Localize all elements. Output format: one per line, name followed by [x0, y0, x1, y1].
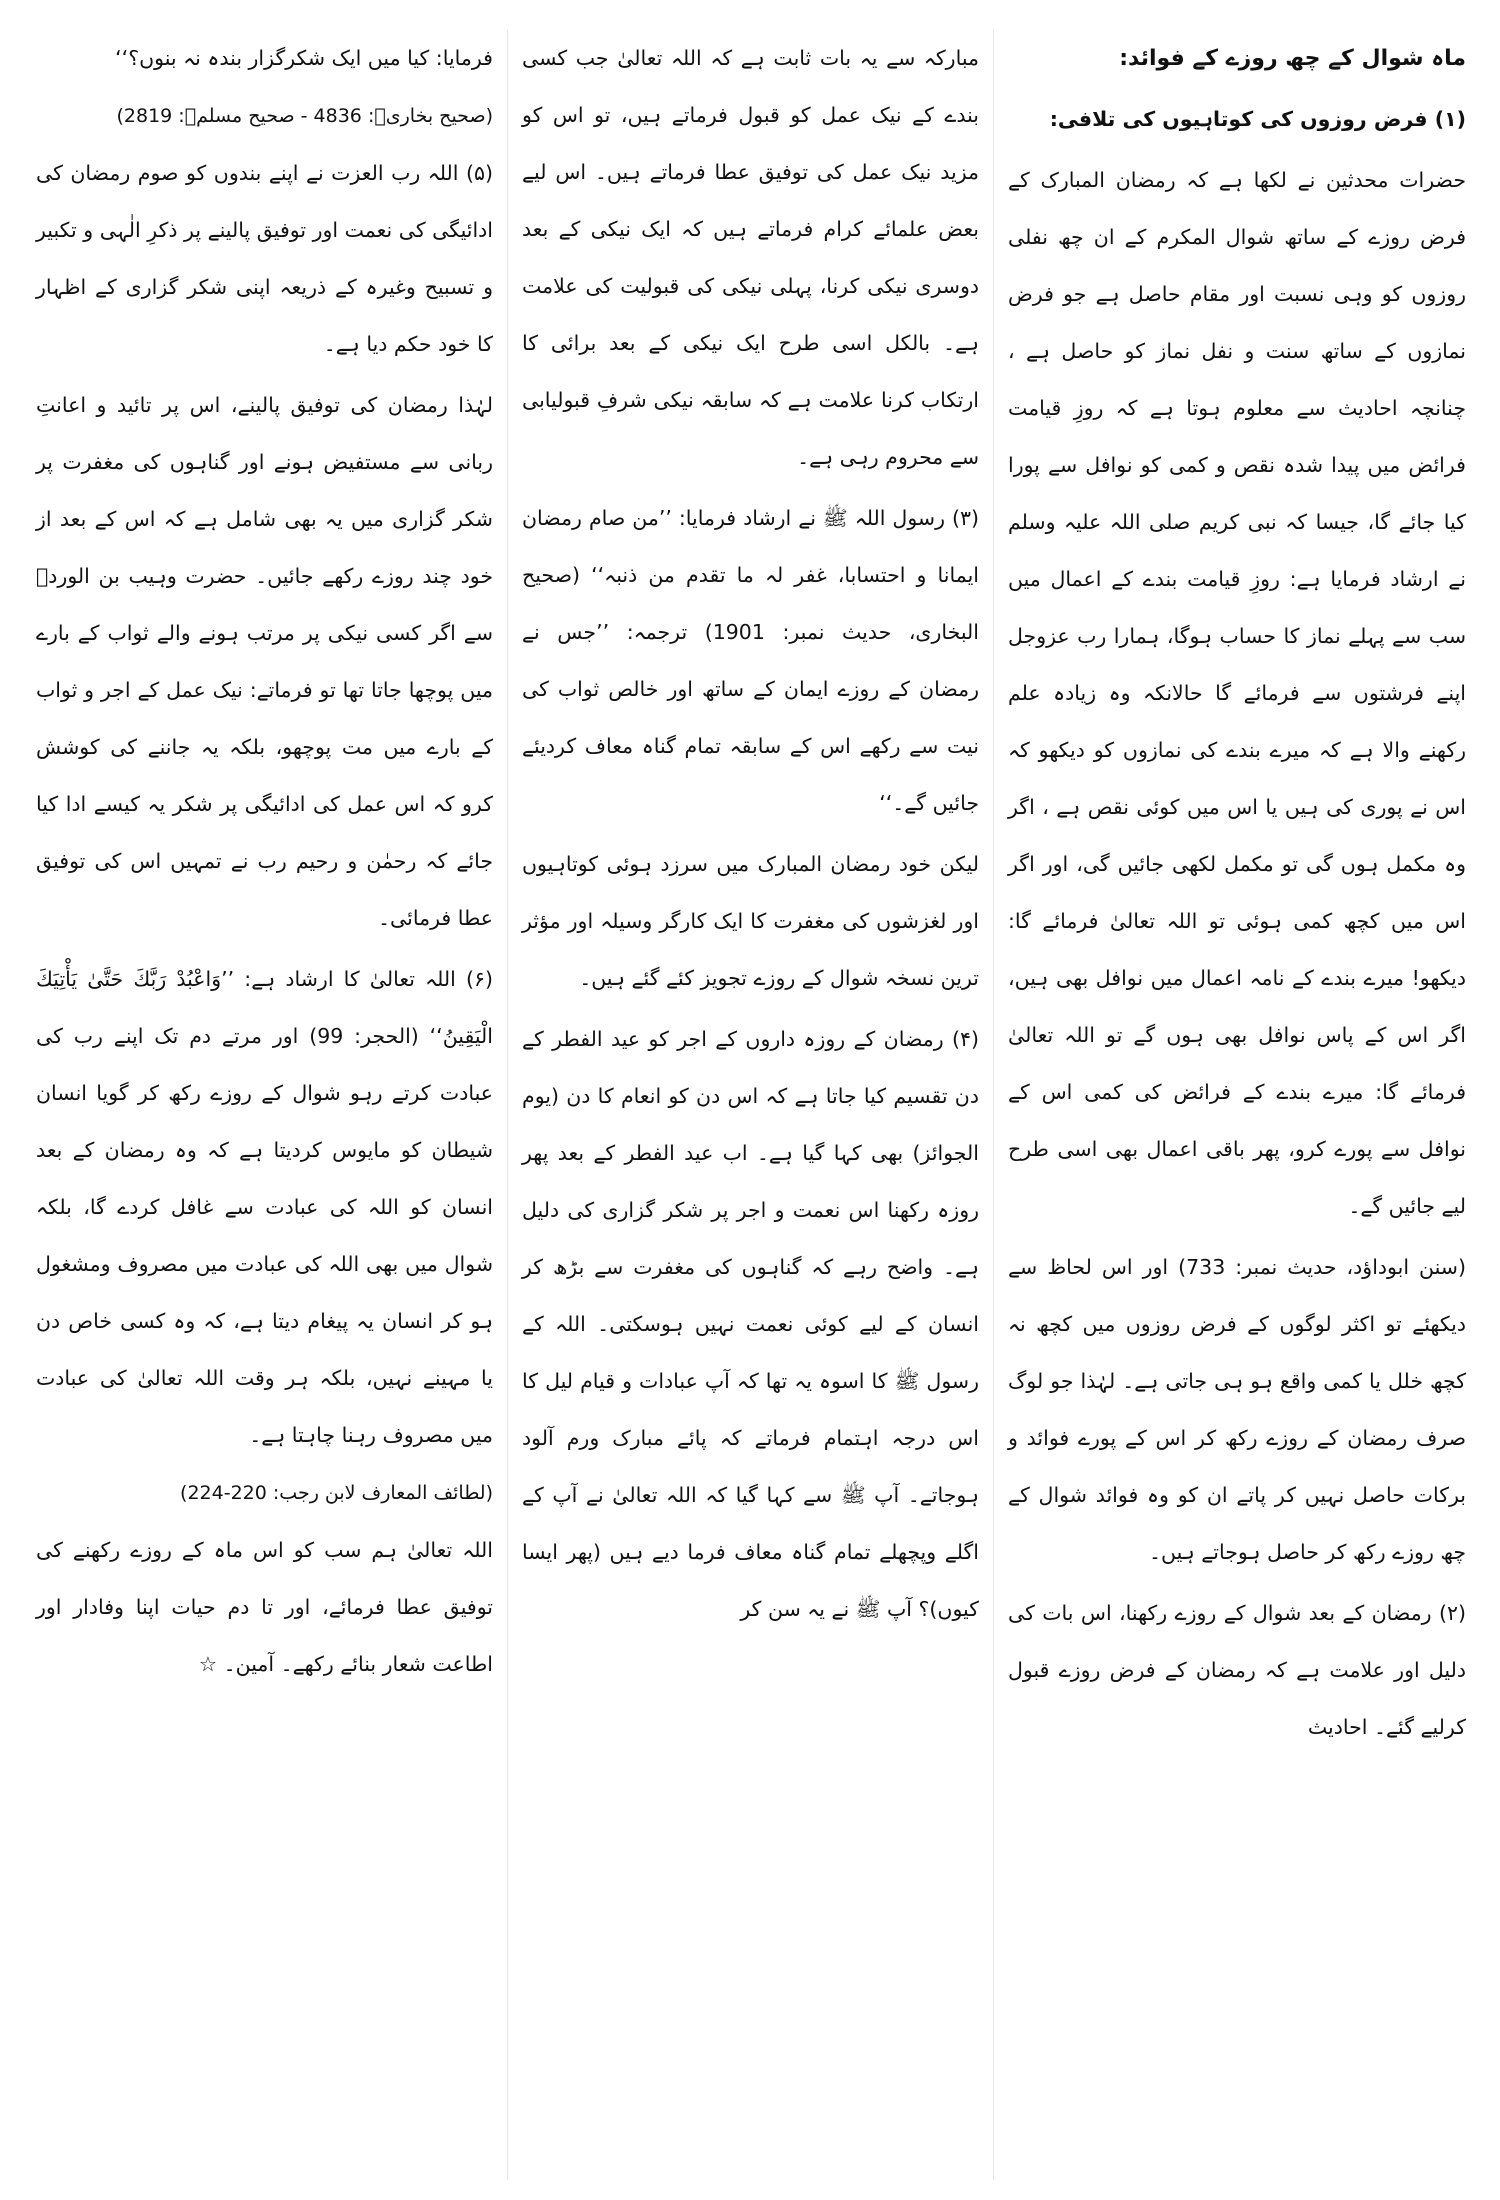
column-left: [22, 30, 508, 2180]
paragraph: (۳) رسول اللہ ﷺ نے ارشاد فرمایا: ’’من صام رمضان ایمانا و احتسابا، غفر لہ ما تقدم من ذنبہ‘‘ (صحیح البخاری، حدیث نمبر: 1901) ترجمہ: ’’جس نے رمضان کے روزے ایمان کے ساتھ اور خالص ثواب کی نیت سے رکھے اس کے سابقہ تمام گناہ معاف کردیئے جائیں گے۔‘‘: [522, 506, 979, 815]
paragraph: لہٰذا رمضان کی توفیق پالینے، اس پر تائید و اعانتِ ربانی سے مستفیض ہونے اور گناہوں کی مغفرت پر شکر گزاری میں یہ بھی شامل ہے کہ اس کے بعد از خود چند روزے رکھے جائیں۔ حضرت وہیب بن الوردؒ سے اگر کسی نیکی پر مرتب ہونے والے ثواب کے بارے میں پوچھا جاتا تھا تو فرماتے: نیک عمل کے اجر و ثواب کے بارے میں مت پوچھو، بلکہ یہ جاننے کی کوشش کرو کہ اس عمل کی ادائیگی پر شکر یہ کیسے ادا کیا جائے کہ رحمٰن و رحیم رب نے تمہیں اس کی توفیق عطا فرمائی۔: [36, 393, 493, 930]
paragraph: مبارکہ سے یہ بات ثابت ہے کہ اللہ تعالیٰ جب کسی بندے کے نیک عمل کو قبول فرماتے ہیں، تو اس کو مزید نیک عمل کی توفیق عطا فرماتے ہیں۔ اس لیے بعض علمائے کرام فرماتے ہیں کہ ایک نیکی کے بعد دوسری نیکی کرنا، پہلی نیکی کی قبولیت کی علامت ہے۔ بالکل اسی طرح ایک نیکی کے بعد برائی کا ارتکاب کرنا علامت ہے کہ سابقہ نیکی شرفِ قبولیابی سے محروم رہی ہے۔: [522, 46, 979, 469]
column-right: [994, 30, 1480, 2180]
article-heading: ماہ شوال کے چھ روزے کے فوائد:: [1119, 46, 1466, 71]
paragraph: (سنن ابوداؤد، حدیث نمبر: 733) اور اس لحاظ سے دیکھئے تو اکثر لوگوں کے فرض روزوں میں کچھ نہ کچھ خلل یا کمی واقع ہو ہی جاتی ہے۔ لہٰذا جو لوگ صرف رمضان کے روزے رکھ کر اس کے پورے فوائد و برکات حاصل نہیں کر پاتے ان کو وہ فوائد شوال کے چھ روزے رکھ کر حاصل ہوجاتے ہیں۔: [1008, 1255, 1466, 1564]
paragraph: لیکن خود رمضان المبارک میں سرزد ہوئی کوتاہیوں اور لغزشوں کی مغفرت کا ایک کارگر وسیلہ اور مؤثر ترین نسخہ شوال کے روزے تجویز کئے گئے ہیں۔: [522, 852, 979, 990]
closing-prayer: اللہ تعالیٰ ہم سب کو اس ماہ کے روزے رکھنے کی توفیق عطا فرمائے، اور تا دم حیات اپنا وفادار اور اطاعت شعار بنائے رکھے۔ آمین۔ ☆: [36, 1538, 493, 1676]
paragraph: فرمایا: کیا میں ایک شکرگزار بندہ نہ بنوں؟‘‘: [115, 46, 493, 70]
paragraph: (۶) اللہ تعالیٰ کا ارشاد ہے: ’’وَاعْبُدْ رَبَّكَ حَتَّىٰ يَأْتِيَكَ الْيَقِينُ‘‘ (الحجر: 99) اور مرتے دم تک اپنے رب کی عبادت کرتے رہو شوال کے روزے رکھ کر گویا انسان شیطان کو مایوس کردیتا ہے کہ وہ رمضان کے بعد انسان کو اللہ کی عبادت سے غافل کردے گا، بلکہ شوال میں بھی اللہ کی عبادت میں مصروف ومشغول ہو کر انسان یہ پیغام دیتا ہے، کہ وہ کسی خاص دن یا مہینے نہیں، بلکہ ہر وقت اللہ تعالیٰ کی عبادت میں مصروف رہنا چاہتا ہے۔: [36, 967, 493, 1447]
paragraph: حضرات محدثین نے لکھا ہے کہ رمضان المبارک کے فرض روزے کے ساتھ شوال المکرم کے ان چھ نفلی روزوں کو وہی نسبت اور مقام حاصل ہے جو فرض نمازوں کے ساتھ سنت و نفل نماز کو حاصل ہے ، چنانچہ احادیث سے معلوم ہوتا ہے کہ روزِ قیامت فرائض میں پیدا شدہ نقص و کمی کو نوافل سے پورا کیا جائے گا، جیسا کہ نبی کریم صلی اللہ علیہ وسلم نے ارشاد فرمایا ہے: روزِ قیامت بندے کے اعمال میں سب سے پہلے نماز کا حساب ہوگا، ہمارا رب عزوجل اپنے فرشتوں سے فرمائے گا حالانکہ وہ زیادہ علم رکھنے والا ہے کہ میرے بندے کی نمازوں کو دیکھو کہ اس نے پوری کی ہیں یا اس میں کوئی نقص ہے ، اگر وہ مکمل ہوں گی تو مکمل لکھی جائیں گی، اور اگر اس میں کچھ کمی ہوئی تو اللہ تعالیٰ فرمائے گا: دیکھو! میرے بندے کے نامہ اعمال میں نوافل بھی ہیں، اگر اس کے پاس نوافل بھی ہوں گے تو اللہ تعالیٰ فرمائے گا: میرے بندے کے فرائض کی کمی اس کے نوافل سے پورے کرو، پھر باقی اعمال بھی اسی طرح لیے جائیں گے۔: [1008, 168, 1466, 1218]
section-heading: (۱) فرض روزوں کی کوتاہیوں کی تلافی:: [1049, 107, 1466, 131]
reference-citation: (لطائف المعارف لابن رجب: 220-224): [180, 1482, 493, 1504]
column-middle: [508, 30, 994, 2180]
paragraph: (۵) اللہ رب العزت نے اپنے بندوں کو صوم رمضان کی ادائیگی کی نعمت اور توفیق پالینے پر ذکرِ الٰہی و تکبیر و تسبیح وغیرہ کے ذریعہ اپنی شکر گزاری کے اظہار کا خود حکم دیا ہے۔: [36, 161, 493, 356]
paragraph: (۴) رمضان کے روزہ داروں کے اجر کو عید الفطر کے دن تقسیم کیا جاتا ہے کہ اس دن کو انعام کا دن (یوم الجوائز) بھی کہا گیا ہے۔ اب عید الفطر کے بعد پھر روزہ رکھنا اس نعمت و اجر پر شکر گزاری کی دلیل ہے۔ واضح رہے کہ گناہوں کی مغفرت سے بڑھ کر انسان کے لیے کوئی نعمت نہیں ہوسکتی۔ اللہ کے رسول ﷺ کا اسوہ یہ تھا کہ آپ عبادات و قیام لیل کا اس درجہ اہتمام فرماتے کہ پائے مبارک ورم آلود ہوجاتے۔ آپ ﷺ سے کہا گیا کہ اللہ تعالیٰ نے آپ کے اگلے وپچھلے تمام گناہ معاف فرما دیے ہیں (پھر ایسا کیوں)؟ آپ ﷺ نے یہ سن کر: [522, 1027, 979, 1621]
paragraph: (۲) رمضان کے بعد شوال کے روزے رکھنا، اس بات کی دلیل اور علامت ہے کہ رمضان کے فرض روزے قبول کرلیے گئے۔ احادیث: [1008, 1601, 1466, 1739]
reference-citation: (صحیح بخاریؒ: 4836 - صحیح مسلمؒ: 2819): [116, 105, 493, 127]
